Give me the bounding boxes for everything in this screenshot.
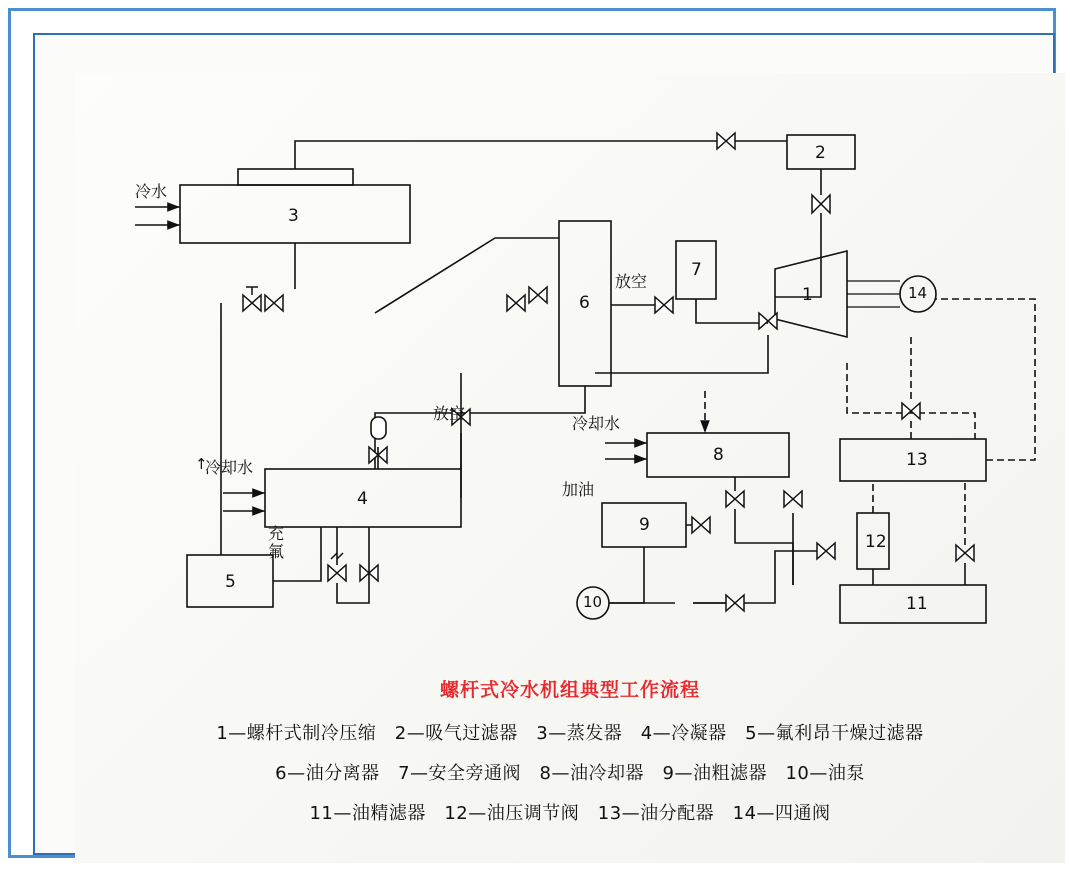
valve-charge-freon — [328, 565, 346, 581]
valve-2-outlet — [812, 195, 830, 213]
equipment-box-3-nozzle — [238, 169, 353, 185]
equipment-label-2: 2 — [815, 143, 826, 163]
pipe-13-to-14 — [936, 299, 1035, 460]
equipment-label-14: 14 — [908, 284, 928, 302]
legend-line-2: 6—油分离器 7—安全旁通阀 8—油冷却器 9—油粗滤器 10—油泵 — [275, 763, 865, 784]
equipment-label-13: 13 — [906, 450, 928, 470]
equipment-label-11: 11 — [906, 594, 928, 614]
label-cooling-water-8: 冷却水 — [572, 414, 621, 433]
equipment-box-6 — [559, 221, 611, 386]
equipment-label-9: 9 — [639, 515, 650, 535]
equipment-box-12 — [857, 513, 889, 569]
valve-handle-marks — [246, 287, 343, 559]
equipment-label-7: 7 — [691, 260, 702, 280]
equipment-box-13 — [840, 439, 986, 481]
valve-oil-to-12 — [817, 543, 835, 559]
label-charge-freon: 充氟 — [268, 524, 285, 561]
pipe-10-to-12-line — [693, 551, 835, 603]
equipment-box-14 — [900, 276, 936, 312]
legend-line-3: 11—油精滤器 12—油压调节阀 13—油分配器 14—四通阀 — [309, 803, 831, 824]
equipment-label-10: 10 — [583, 593, 603, 611]
outer-border — [8, 8, 1056, 858]
diagram-title: 螺杆式冷水机组典型工作流程 — [439, 679, 700, 701]
valve-evap-bottom-a — [243, 295, 261, 311]
label-cooling-water-4: 冷却水 — [205, 458, 254, 477]
equipment-label-3: 3 — [288, 206, 299, 226]
valve-13-left — [902, 403, 920, 419]
pipe-evap-to-suction-filter — [295, 141, 787, 169]
diagram-canvas — [75, 73, 1065, 863]
valve-discharge-b — [529, 287, 547, 303]
label-vent-oilsep: 放空 — [615, 272, 648, 291]
valve-8-outlet — [726, 491, 744, 507]
equipment-box-1 — [775, 251, 847, 337]
valve-oil-fill — [692, 517, 710, 533]
process-flow-schematic — [75, 73, 1065, 693]
equipment-box-2 — [787, 135, 855, 169]
legend-line-1: 1—螺杆式制冷压缩 2—吸气过滤器 3—蒸发器 4—冷凝器 5—氟利昂干燥过滤器 — [216, 723, 924, 744]
pipe-8-to-11 — [735, 509, 793, 585]
pipe-2-to-compressor — [775, 213, 821, 297]
equipment-small-vessel — [371, 417, 386, 439]
valve-group — [243, 133, 974, 611]
valve-7-outlet — [759, 313, 777, 329]
equipment-box-11 — [840, 585, 986, 623]
inner-border — [33, 33, 1055, 855]
equipment-label-8: 8 — [713, 445, 724, 465]
valve-discharge-a — [507, 295, 525, 311]
valve-vent-6 — [655, 297, 673, 313]
valve-top-main — [717, 133, 735, 149]
pipe-valve-down-to-main — [595, 335, 768, 373]
pipe-oilsep-to-condenser — [375, 386, 585, 469]
equipment-box-7 — [676, 241, 716, 299]
equipment-box-9 — [602, 503, 686, 547]
equipment-label-6: 6 — [579, 293, 590, 313]
equipment-label-5: 5 — [225, 572, 236, 592]
equipment-label-1: 1 — [802, 285, 813, 305]
valve-evap-bottom-b — [265, 295, 283, 311]
equipment-box-3 — [180, 185, 410, 243]
label-add-oil: 加油 — [562, 480, 595, 499]
arrow-up-icon: ↑ — [195, 455, 208, 473]
pipe-9-to-10 — [609, 547, 644, 603]
equipment-box-10 — [577, 587, 609, 619]
valve-11-right — [956, 545, 974, 561]
equipment-label-12: 12 — [865, 532, 887, 552]
valve-pump-discharge — [726, 595, 744, 611]
valve-11-inlet — [784, 491, 802, 507]
pipe-7-bottom — [696, 299, 735, 323]
label-cold-water: 冷水 — [135, 182, 168, 201]
equipment-box-5 — [187, 555, 273, 607]
label-vent-condenser: 放空 — [433, 404, 466, 423]
equipment-box-8 — [647, 433, 789, 477]
pipe-charge-freon-loop — [337, 527, 369, 603]
equipment-box-4 — [265, 469, 461, 527]
equipment-label-4: 4 — [357, 489, 368, 509]
